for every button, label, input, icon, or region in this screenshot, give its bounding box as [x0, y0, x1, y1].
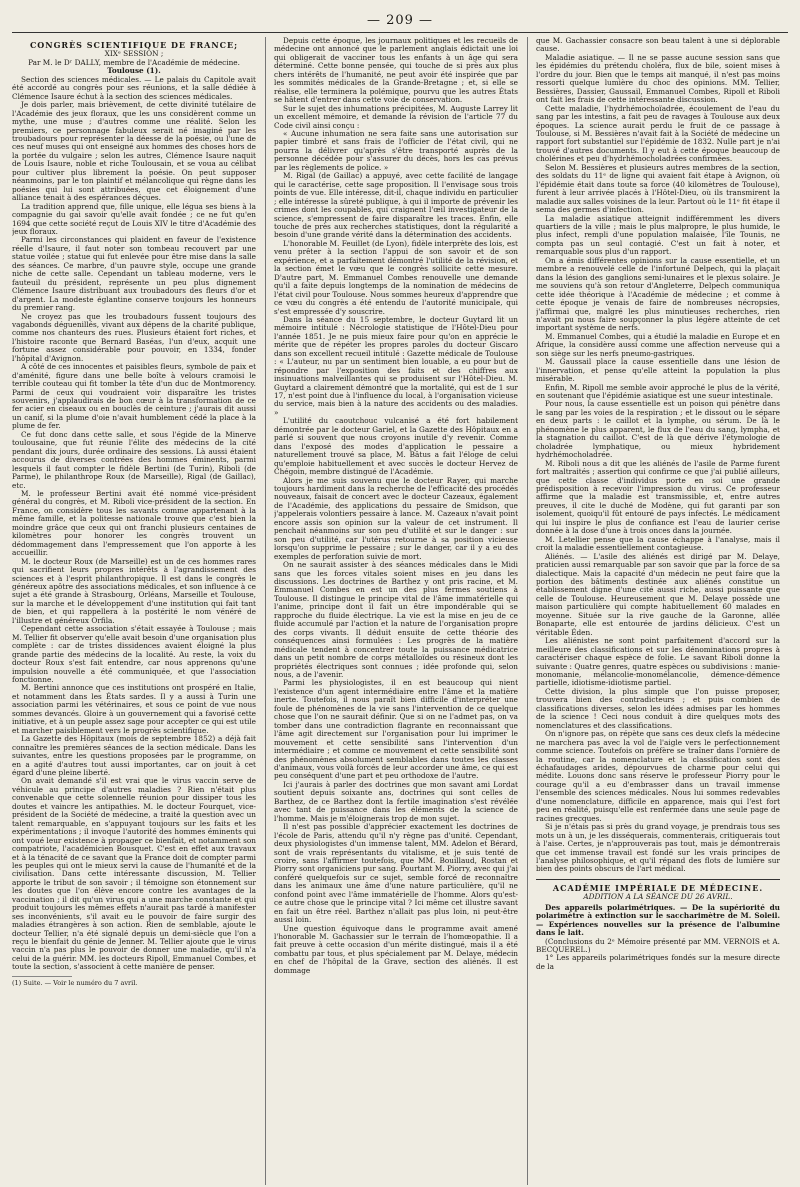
academy-conclusions: (Conclusions du 2ᵉ Mémoire présenté par MM. VERNOIS et A. BECQUEREL.)	[536, 936, 780, 955]
column-2	[274, 37, 518, 1185]
paragraph: L'honorable M. Feuillet (de Lyon), fidèle interprète des lois, est venu prêter à la section l'appui de son savoir et de son expérience, et a parfaitement démontré l'utilité de la révision, et la section émet le vœu que le congrès sollicite cette mesure. D'autre part, M. Emmanuel Combes renouvelle une demande qu'il a faite depuis longtemps de la nomination de médecins de l'état civil pour Toulouse. Nous sommes heureux d'apprendre que ce vœu du congrès a été entendu de l'autorité municipale, qui s'est empressée d'y souscrire.	[274, 238, 518, 316]
column-divider	[527, 37, 528, 1185]
paragraph: Parmi les physiologistes, il en est beaucoup qui nient l'existence d'un agent intermédiaire entre l'âme et la matière inerte. Toutefois, il nous paraît bien difficile d'interpréter une foule de phénomènes de la vie sans l'intervention de ce quelque chose que l'on ne saurait définir. Que si on ne l'admet pas, on va tomber dans une contradiction flagrante en reconnaissant que l'âme agit directement sur l'organisation pour lui imprimer le mouvement et cette sensibilité sans l'intervention d'un intermédiaire ; et comme ce mouvement et cette sensibilité sont des phénomènes absolument semblables dans toutes les classes d'animaux, vous voilà forcés de leur accorder une âme, ce qui est peu conséquent d'une part et peu orthodoxe de l'autre.	[274, 678, 518, 781]
location-line: Toulouse (1).	[107, 66, 161, 76]
paragraph: Enfin, M. Ripoll me semble avoir approché le plus de la vérité, en soutenant que l'épidémie asiatique est une sueur intestinale.	[536, 382, 780, 401]
paragraph: Si je n'étais pas si près du grand voyage, je prendrais tous ses mots un à un, je les disséquerais, commenterais, critiquerais tout à l'aise. Certes, je n'approuverais pas tout, mais je démontrerais que cet immense travail est fondé sur les vrais principes de l'analyse philosophique, et qu'il répand des flots de lumière sur bien des points obscurs de l'art médical.	[536, 822, 780, 874]
paragraph: Parmi les circonstances qui plaident en faveur de l'existence réelle d'Isaure, il faut noter son tombeau recouvert par une statue voilée ; statue qui fut enlevée pour être mise dans la salle des séances. Ce marbre, d'un pauvre style, occupe une grande niche de cette salle. Cependant un tableau moderne, vers le fauteuil du président, représente un peu plus dignement Clémence Isaure distribuant aux troubadours des fleurs d'or et d'argent. La modeste églantine conserve toujours les honneurs du premier rang.	[12, 235, 256, 313]
paragraph: Cette division, la plus simple que l'on puisse proposer, trouvera bien des contradicteurs ; et puis combien de classifications diverses, selon les idées admises par les hommes de la science ! Ceci nous conduit à dire quelques mots des nomenclatures et des classifications.	[536, 686, 780, 730]
column-3	[536, 37, 780, 1185]
academy-summary: Des appareils polarimétriques. — De la supériorité du polarimètre à extinction sur le saccharimètre de M. Soleil. — Expériences nouvelles sur la présence de l'albumine dans le lait.	[536, 902, 780, 938]
paragraph: Ne croyez pas que les troubadours fussent toujours des vagabonds déguenillés, vivant aux dépens de la charité publique, comme nos chanteurs des rues. Plusieurs étaient fort riches, et l'histoire raconte que Bernard Baséas, l'un d'eux, acquit une fortune assez considérable pour pouvoir, en 1334, fonder l'hôpital d'Avignon.	[12, 311, 256, 363]
paragraph: Selon M. Bessières et plusieurs autres membres de la section, des soldats du 11ᵉ de ligne qui avaient fait étape à Avignon, où l'épidémie était dans toute sa force (40 kilomètres de Toulouse), furent à leur arrivée placés à l'Hôtel-Dieu, où ils transmirent la maladie aux salles voisines de la leur. Partout où le 11ᵉ fit étape il sema des germes d'infection.	[536, 162, 780, 215]
paragraph: Cependant cette association s'était essayée à Toulouse ; mais M. Tellier fit observer qu'elle avait besoin d'une organisation plus complète : car de tristes dissidences avaient éloigné la plus grande partie des médecins de la localité. Au reste, la voix du docteur Roux s'est fait entendre, car nous apprenons qu'une impulsion nouvelle a été communiquée, et que l'association fonctionne.	[12, 624, 256, 684]
paragraph: Depuis cette époque, les journaux politiques et les recueils de médecine ont annoncé que le parlement anglais édictait une loi qui obligerait de vacciner tous les enfants à un âge qui sera déterminé. Cette bonne pensée, qui touche de si près aux plus chers intérêts de l'humanité, ne peut avoir été inspirée que par les sommités médicales de la Grande-Bretagne ; et, si elle se réalise, elle terminera la polémique, pourvu que les autres États se hâtent d'entrer dans cette voie de conservation.	[274, 37, 518, 105]
paragraph: Aliénés. — L'asile des aliénés est dirigé par M. Delaye, praticien aussi remarquable par son savoir que par la force de sa dialectique. Mais la capacité d'un médecin ne peut faire que la portion des bâtiments destinée aux aliénés constitue un établissement digne d'une cité aussi riche, aussi puissante que celle de Toulouse. Heureusement que M. Delaye possède une maison particulière qui compte habituellement 60 malades en moyenne. Située sur la rive gauche de la Garonne, allée Bonaparte, elle est entourée de jardins délicieux. C'est un véritable Éden.	[536, 551, 780, 637]
paragraph: On n'ignore pas, on répète que sans ces deux clefs la médecine ne marchera pas avec la vol de l'aigle vers le perfectionnement comme science. Toutefois on préfère se traîner dans l'ornière de la routine, car la nomenclature et la classification sont des échafaudages arides, dépourvues de charme pour celui qui médite. Louons donc sans réserve le professeur Piorry pour le courage qu'il a eu d'embrasser dans un travail immense l'ensemble des sciences médicales. Nous lui sommes redevables d'une nomenclature, difficile en apparence, mais qui l'est fort peu en réalité, puisqu'elle est renfermée dans une seule page de racines grecques.	[536, 729, 780, 823]
paragraph: On ne saurait assister à des séances médicales dans le Midi sans que les forces vitales soient mises en jeu dans les discussions. Les doctrines de Barthez y ont pris racine, et M. Emmanuel Combes en est un des plus fermes soutiens à Toulouse. Il distingue le principe vital de l'âme immatérielle qui l'anime, principe dont il fait un être impondérable qui se rapproche du fluide électrique. La vie est la mise en jeu de ce fluide accumulé par l'action et la nature de l'organisation propre des corps vivants. Il déduit ensuite de cette théorie des conséquences ainsi formulées : Les progrès de la matière médicale tendent à concentrer toute la puissance médicatrice dans un petit nombre de corps métalloïdes ou résineux dont les propriétés électriques sont connues ; idée profonde qui, selon nous, a de l'avenir.	[274, 560, 518, 679]
paragraph: M. le professeur Bertini avait été nommé vice-président général du congrès, et M. Riboli vice-président de la section. En France, on considère tous les savants comme appartenant à la même famille, et la politesse nationale trouve que c'est bien la moindre grâce que ceux qui ont franchi plusieurs centaines de kilomètres pour honorer les congrès trouvent un dédommagement dans l'empressement que l'on apporte à les accueillir.	[12, 489, 256, 558]
footnote: (1) Suite. — Voir le numéro du 7 avril.	[12, 978, 138, 987]
paragraph: On a émis différentes opinions sur la cause essentielle, et un membre a renouvelé celle de l'infortuné Delpech, qui la plaçait dans la lésion des ganglions semi-lunaires et le plexus solaire. Je me souviens qu'à son retour d'Angleterre, Delpech communiqua cette idée théorique à l'Académie de médecine ; et comme à cette époque je venais de faire de nombreuses nécropsies, j'affirmai que, malgré les plus minutieuses recherches, rien n'avait pu nous faire soupçonner la plus légère atteinte de cet important système de nerfs.	[536, 255, 780, 333]
columns	[12, 37, 788, 1185]
paragraph: M. Letellier pense que la cause échappe à l'analyse, mais il croit la maladie essentiellement contagieuse.	[536, 534, 780, 553]
paragraph: Pour nous, la cause essentielle est un poison qui pénètre dans le sang par les voies de la respiration ; et le dissout ou le sépare en deux parts : le caillot et la lymphe, ou sérum. De là le phénomène le plus apparent, le flux de l'eau du sang, lympha, et la stagnation du caillot. C'est de là que dérive l'étymologie de choladrée lymphatique, ou mieux hybridement hydrhémocholadrée.	[536, 399, 780, 460]
academy-first-point: 1° Les appareils polarimétriques fondés sur la mesure directe de la	[536, 953, 780, 971]
paragraph: Une question équivoque dans le programme avait amené l'honorable M. Gachassier sur le terrain de l'homœopathie. Il a fait preuve à cette occasion d'un mérite distingué, mais il a été combattu par tous, et plus spécialement par M. Delaye, médecin en chef de l'hôpital de la Grave, section des aliénés. Il est dommage	[274, 923, 518, 975]
section-rule	[536, 879, 780, 880]
paragraph: La tradition apprend que, fille unique, elle légua ses biens à la compagnie du gai savoir qu'elle avait fondée ; ce ne fut qu'en 1694 que cette société reçut de Louis XIV le titre d'Académie des jeux floraux.	[12, 201, 256, 236]
paragraph: La Gazette des Hôpitaux (mois de septembre 1852) a déjà fait connaître les premières séances de la section médicale. Dans les suivantes, entre les questions proposées par le programme, on en a agité d'autres tout aussi importantes, car on jouit à cet égard d'une pleine liberté.	[12, 734, 256, 777]
paragraph: M. Emmanuel Combes, qui a étudié la maladie en Europe et en Afrique, la considère aussi comme une affection nerveuse qui a son siège sur les nerfs pneumo-gastriques.	[536, 331, 780, 358]
paragraph: M. Bertini annonce que ces institutions ont prospéré en Italie, et notamment dans les États sardes. Il y a aussi à Turin une association parmi les vétérinaires, et sous ce point de vue nous sommes devancés. Gloire à un gouvernement qui a favorisé cette initiative, et à un peuple assez sage pour accepter ce qui est utile et marcher paisiblement vers le progrès scientifique.	[12, 683, 256, 735]
paragraph: Je dois parler, mais brièvement, de cette divinité tutélaire de l'Académie des jeux floraux, que les uns considèrent comme un mythe, une muse ; d'autres comme une réalité. Selon les premiers, ce personnage fabuleux serait né imaginé par les troubadours pour représenter la déesse de la poésie, ou l'une de ces neuf muses qui ont enseigné aux hommes des choses hors de la portée du vulgaire ; selon les autres, Clémence Isaure naquit de Louis Isaure, noble et riche Toulousain, et se voua au célibat pour cultiver plus librement la poésie. On peut supposer néanmoins, par le ton plaintif et mélancolique qui règne dans les poésies qui lui sont attribuées, que cet éloignement d'une alliance tenait à des espérances déçues.	[12, 100, 256, 203]
session-line: XIXᵉ SESSION ;	[104, 49, 164, 59]
paragraph: M. le docteur Roux (de Marseille) est un de ces hommes rares qui sacrifient leurs propres intérêts à l'agrandissement des sciences et à l'esprit philanthropique. Il est dans le congrès le généreux apôtre des associations médicales, et son influence à ce sujet a été grande à Strasbourg, Orléans, Marseille et Toulouse, sur la marche et le développement d'une institution qui fait tant de bien, et qui rappellera à la postérité le nom vénéré de l'illustre et généreux Orfila.	[12, 556, 256, 625]
paragraph: Alors je me suis souvenu que le docteur Rayer, qui marche toujours hardiment dans la recherche de l'efficacité des procédés nouveaux, faisait de concert avec le docteur Cazeaux, également de l'Académie, des applications du pessaire de Smidson, que j'appelerais volontiers pessaire à lance. M. Cazeaux n'avait point encore assis son opinion sur la valeur de cet instrument. Il penchait néanmoins sur son peu d'utilité et sur le danger : sur son peu d'utilité, car l'utérus retourne à sa position vicieuse lorsqu'on supprime le pessaire ; sur le danger, car il y a eu des exemples de perforation suivie de mort.	[274, 475, 518, 561]
paragraph: M. Riboli nous a dit que les aliénés de l'asile de Parme furent fort maltraités ; assertion qui confirme ce que j'ai publié ailleurs, que cette classe d'individus porte en soi une grande prédisposition à recevoir l'impression du virus. Ce professeur affirme que la maladie est transmissible, et, entre autres preuves, il cite le duché de Modène, qui fut garanti par son isolement, quoiqu'il fût entouré de pays infectés. Le médicament qui lui inspire le plus de confiance est l'eau de laurier cerise donnée à la dose d'une à trois onces dans la journée.	[536, 458, 780, 536]
paragraph: M. Rigal (de Gaillac) a appuyé, avec cette facilité de langage qui le caractérise, cette sage proposition. Il l'envisage sous trois points de vue. Elle intéresse, dit-il, chaque individu en particulier ; elle intéresse la sûreté publique, à qui il importe de prévenir les crimes dont les coupables, qui craignent l'œil investigateur de la science, s'empressent de faire disparaître les traces. Enfin, elle touche de près aux recherches statistiques, dont la régularité a besoin d'une grande vérité dans la détermination des accidents.	[274, 171, 518, 240]
column-divider	[265, 37, 266, 1185]
top-rule	[12, 32, 788, 33]
paragraph: M. Gaussail place la cause essentielle dans une lésion de l'innervation, et pense qu'elle atteint la population la plus misérable.	[536, 357, 780, 384]
paragraph: On avait demandé s'il est vrai que le virus vaccin serve de véhicule au principe d'autres maladies ? Rien n'était plus convenable que cette solennelle réunion pour dissiper tous les doutes et vaincre les antipathies. M. le docteur Fourquet, vice-président de la Société de médecine, a traité la question avec un talent remarquable, en s'appuyant toujours sur les faits et les expérimentations ; il invoque l'autorité des hommes éminents qui ont voué leur existence à propager ce bienfait, et notamment son compatriote, l'académicien Bousquet. C'est en effet aux travaux et à la ténacité de ce savant que la France doit de compter parmi les peuples qui ont le mieux servi la cause de l'humanité et de la civilisation. Dans cette intéressante discussion, M. Tellier apporte le tribut de son savoir ; il témoigne son étonnement sur les doutes que l'on élève encore contre les avantages de la vaccination ; il dit qu'un virus qui a une marche constante et qui produit toujours les mêmes effets n'aurait pas tardé à manifester ses inconvénients, s'il avait eu le pouvoir de faire surgir des maladies étrangères à son action. Rien de semblable, ajoute le docteur Tellier, n'a été signalé depuis un demi-siècle que l'on a reçu le bienfait du génie de Jenner. M. Tellier ajoute que le virus vaccin n'a pas plus le pouvoir de donner une maladie, qu'il n'a celui de la guérir. MM. les docteurs Ripoll, Emmanuel Combes, et toute la section, s'associent à cette manière de penser.	[12, 776, 256, 972]
paragraph: Section des sciences médicales. — Le palais du Capitole avait été accordé au congrès pour ses réunions, et la salle dédiée à Clémence Isaure échut à la section des sciences médicales.	[12, 74, 256, 101]
paragraph: Il n'est pas possible d'apprécier exactement les doctrines de l'école de Paris, attendu qu'il n'y règne pas d'unité. Cependant, deux physiologistes d'un immense talent, MM. Adelon et Bérard, sont de vrais représentants du vitalisme, et je suis tenté de croire, sans l'affirmer toutefois, que MM. Bouillaud, Rostan et Piorry sont organiciens pur sang. Pourtant M. Piorry, avec qui j'ai conféré quelquefois sur ce sujet, semble forcé de reconnaître dans les animaux une âme d'une nature particulière, qu'il ne confond point avec l'âme immatérielle de l'homme. Alors qu'est-ce autre chose que le principe vital ? Ici même cet illustre savant en fait un être réel. Barthez n'allait pas plus loin, ni peut-être aussi loin.	[274, 822, 518, 925]
paragraph: Dans la séance du 15 septembre, le docteur Guytard lit un mémoire intitulé : Nécrologie statistique de l'Hôtel-Dieu pour l'année 1851. Je ne puis mieux faire pour qu'on en apprécie le mérite que de répéter les propres paroles du docteur Giscaro dans son excellent recueil intitulé : Gazette médicale de Toulouse : « L'auteur, nu par un sentiment bien louable, a eu pour but de répondre par l'exposition des faits et des chiffres aux insinuations malveillantes qui se produisent sur l'Hôtel-Dieu. M. Guytard a clairement démontré que la mortalité, qui est de 1 sur 17, n'est point due à l'influence du local, à l'organisation vicieuse du service, mais bien à la nature des accidents ou des maladies. »	[274, 314, 518, 417]
page-number: — 209 —	[366, 13, 434, 28]
paragraph: Ce fut donc dans cette salle, et sous l'égide de la Minerve toulousaine, que fut réunie l'élite des médecins de la cité pendant dix jours, durée ordinaire des sessions. Là aussi étaient accourus de diverses contrées des hommes éminents, parmi lesquels il faut compter le fidèle Bertini (de Turin), Riboli (de Parme), le philanthrope Roux (de Marseille), Rigal (de Gaillac), etc.	[12, 429, 256, 490]
paragraph: Les aliénistes ne sont point parfaitement d'accord sur la meilleure des classifications et sur les dénominations propres à caractériser chaque espèce de folie. Le savant Riboli donne la suivante : Quatre genres, quatre espèces ou subdivisions : manie-monomanie, mélancolie-monomélancolie, démence-démence partielle, idiotisme-idiotisme partiel.	[536, 636, 780, 688]
column-1	[12, 37, 256, 1185]
article-heading: CONGRÈS SCIENTIFIQUE DE FRANCE;	[29, 40, 239, 50]
academy-heading: ACADÉMIE IMPÉRIALE DE MÉDECINE.	[552, 882, 764, 893]
paragraph: L'utilité du caoutchouc vulcanisé a été fort habilement démontrée par le docteur Gariel, et la Gazette des Hôpitaux en a parlé si souvent que nous croyons inutile d'y revenir. Comme dans l'exposé des modes d'application le pessaire a naturellement trouvé sa place, M. Bâtus a fait l'éloge de celui qu'emploie habituellement et avec succès le docteur Hervez de Chégoin, membre distingué de l'Académie.	[274, 416, 518, 477]
quote-paragraph: « Aucune inhumation ne sera faite sans une autorisation sur papier timbré et sans frais de l'officier de l'état civil, qui ne pourra la délivrer qu'après s'être transporté auprès de la personne décédée pour s'assurer du décès, hors les cas prévus par les règlements de police. »	[274, 128, 518, 172]
paragraph: Sur le sujet des inhumations précipitées, M. Auguste Larrey lit un excellent mémoire, et demande la révision de l'article 77 du Code civil ainsi conçu :	[274, 103, 518, 130]
paragraph: Cette maladie, l'hydrhémochoïadrée, écoulement de l'eau du sang par les intestins, a fait peu de ravages à Toulouse aux deux époques. La science aurait perdu le fruit de ce passage à Toulouse, si M. Bessières n'avait fait à la Société de médecine un rapport fort substantiel sur l'épidémie de 1832. Nulle part je n'ai trouvé d'autres documents. Il y eut à cette époque beaucoup de cholérines et peu d'hydrhémocholadrées confirmées.	[536, 103, 780, 164]
paragraph: Ici j'aurais à parler des doctrines que mon savant ami Lordat soutient depuis soixante ans, doctrines qui sont celles de Barthez, de ce Barthez dont la fertile imagination s'est révélée avec tant de puissance dans les éléments de la science de l'homme. Mais je m'éloignerais trop de mon sujet.	[274, 779, 518, 823]
paragraph: A côté de ces innocentes et paisibles fleurs, symbole de paix et d'aménité, figure dans une belle boîte à velours cramoisi le terrible couteau qui fit tomber la tête d'un duc de Montmorency. Parmi de ceux qui voudraient voir disparaître les tristes souvenirs, j'applaudirais de bon cœur à la transformation de ce fer acier en ciseaux ou en bouclès de ceinture ; j'aurais dit aussi un canif, si la plume d'oie n'avait humblement cédé la place à la plume de fer.	[12, 362, 256, 431]
paragraph: que M. Gachassier consacre son beau talent à une si déplorable cause.	[536, 37, 780, 54]
academy-subheading: ADDITION A LA SÉANCE DU 26 AVRIL.	[583, 892, 733, 902]
author-line: Par M. le Dʳ DALLY, membre de l'Académie de médecine.	[28, 57, 240, 67]
footnote-rule	[12, 976, 138, 987]
paragraph: La maladie asiatique atteignit indifféremment les divers quartiers de la ville ; mais le plus malpropre, le plus humide, le plus infect, rempli d'une population malaisée, l'île Tounis, ne compta pas un seul contagié. C'est un fait à noter, et remarquable sous plus d'un rapport.	[536, 213, 780, 257]
paragraph: Maladie asiatique. — Il ne se passe aucune session sans que les épidémies du prétendu choléra, flux de bile, soient mises à l'ordre du jour. Bien que le temps ait manqué, il n'est pas moins ressorti quelque lumière du choc des opinions. MM. Tellier, Bessières, Dassier, Gaussail, Emmanuel Combes, Ripoll et Riboli ont fait les frais de cette intéressante discussion.	[536, 52, 780, 105]
